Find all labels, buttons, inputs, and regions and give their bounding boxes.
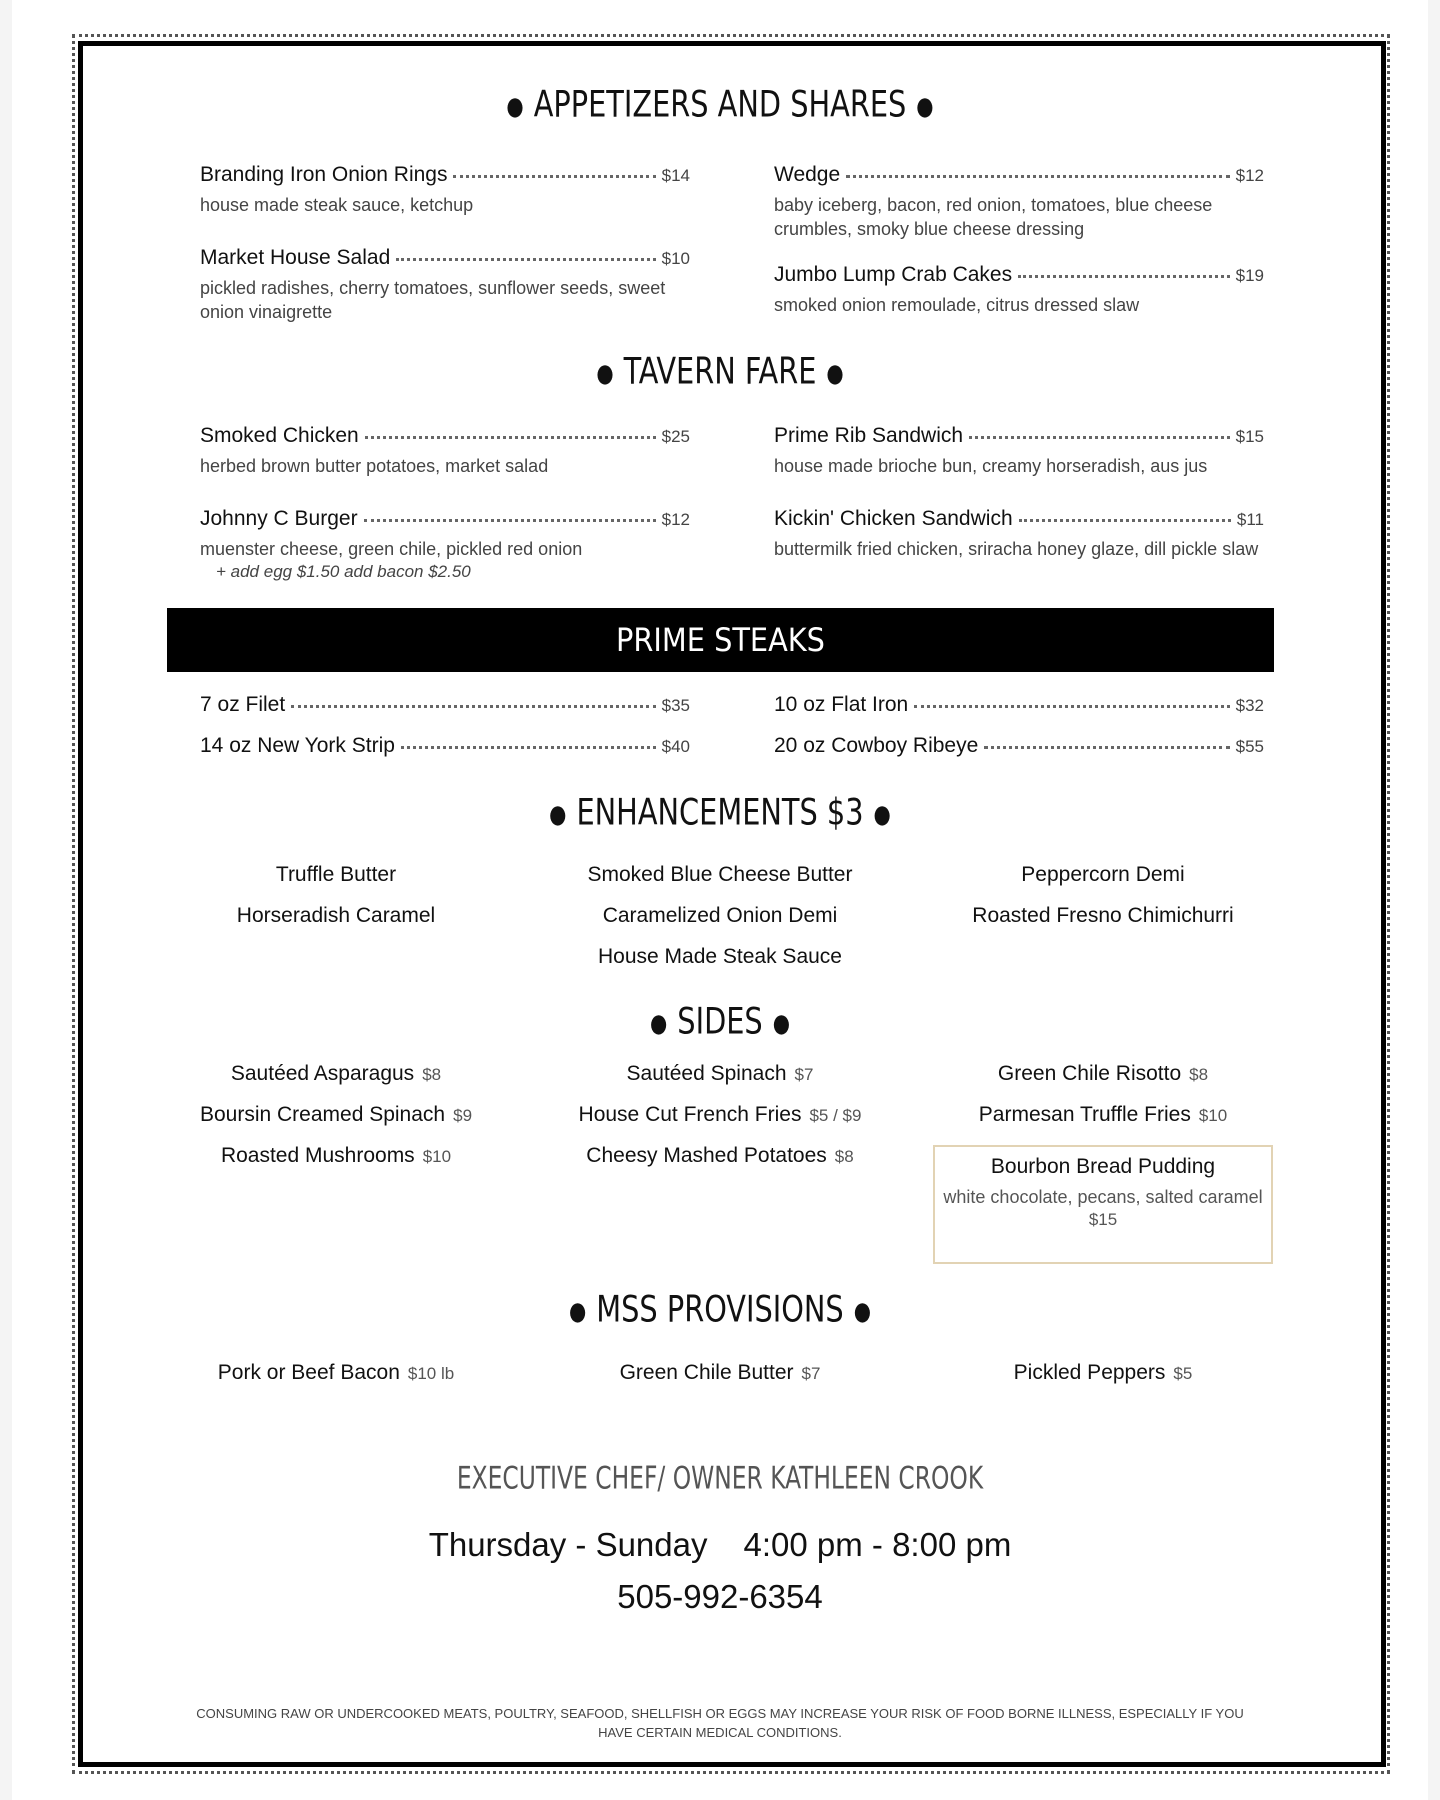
phone-number: 505-992-6354 [617,1578,823,1615]
item-price: $25 [661,427,690,446]
enhancements-column [144,854,528,936]
enhancement-item: Truffle Butter [275,863,397,886]
dot-leader [291,705,655,708]
enhancement-item: Horseradish Caramel [236,904,436,927]
side-item [144,1053,528,1094]
steaks-heading: PRIME STEAKS [616,621,825,659]
item-name: Branding Iron Onion Rings [200,163,448,186]
side-item [911,1053,1295,1094]
side-name: House Cut French Fries [578,1103,802,1126]
side-price: $7 [794,1065,814,1084]
item-addon: + add egg $1.50 add bacon $2.50 [216,562,471,581]
side-price: $10 [422,1147,452,1166]
provision-item [144,1352,528,1393]
enhancement-item: Smoked Blue Cheese Butter [587,863,853,886]
enhancement-item: Roasted Fresno Chimichurri [972,904,1234,927]
provision-name: Pork or Beef Bacon [217,1361,400,1384]
item-price: $35 [661,696,690,715]
menu-item [774,263,1264,317]
side-price: $10 [1198,1106,1228,1125]
open-time: 4:00 pm - 8:00 pm [743,1526,1012,1563]
item-price: $12 [1235,166,1264,185]
featured-dessert-box [933,1145,1273,1264]
side-name: Boursin Creamed Spinach [199,1103,446,1126]
item-price: $12 [661,510,690,529]
menu-item [200,734,690,758]
tavern-heading: ● TAVERN FARE ● [596,349,844,393]
sides-column [144,1053,528,1176]
item-description: house made brioche bun, creamy horseradish, aus jus [774,456,1208,476]
dot-leader [401,746,656,749]
item-name: 14 oz New York Strip [200,734,395,757]
bullet-icon: ● [650,1008,668,1038]
side-item [144,1094,528,1135]
bullet-icon: ● [853,1296,871,1326]
item-price: $40 [661,737,690,756]
dot-leader [846,175,1229,178]
item-name: Market House Salad [200,246,391,269]
dot-leader [365,436,656,439]
provisions-heading: ● MSS PROVISIONS ● [569,1287,871,1331]
featured-name: Bourbon Bread Pudding [990,1155,1216,1178]
provision-price: $10 lb [407,1364,455,1383]
side-item [528,1053,912,1094]
open-days: Thursday - Sunday [428,1526,708,1563]
sides-column [528,1053,912,1176]
provision-name: Green Chile Butter [619,1361,794,1384]
bullet-icon: ● [873,799,891,829]
bullet-icon: ● [549,799,567,829]
bullet-icon: ● [772,1008,790,1038]
dot-leader [396,258,655,261]
featured-description: white chocolate, pecans, salted caramel [943,1187,1263,1207]
side-price: $8 [834,1147,854,1166]
item-price: $10 [661,249,690,268]
enhancement-item: Peppercorn Demi [1021,863,1185,886]
bullet-icon: ● [569,1296,587,1326]
steaks-banner [167,608,1274,672]
item-description: pickled radishes, cherry tomatoes, sunflower seeds, sweet onion vinaigrette [200,278,666,322]
item-description: herbed brown butter potatoes, market salad [200,456,549,476]
item-description: baby iceberg, bacon, red onion, tomatoes, blue cheese crumbles, smoky blue cheese dressing [774,195,1213,239]
item-price: $15 [1235,427,1264,446]
provision-price: $7 [801,1364,821,1383]
enhancement-item: House Made Steak Sauce [598,945,842,968]
side-price: $8 [1189,1065,1209,1084]
bullet-icon: ● [916,91,934,121]
menu-item [200,246,690,324]
item-price: $14 [661,166,690,185]
side-name: Sautéed Asparagus [230,1062,415,1085]
item-price: $19 [1235,266,1264,285]
item-description: house made steak sauce, ketchup [200,195,474,215]
menu-item [774,424,1264,478]
menu-item [774,507,1264,561]
side-item [528,1135,912,1176]
side-price: $5 / $9 [809,1106,862,1125]
item-name: Kickin' Chicken Sandwich [774,507,1013,530]
bullet-icon: ● [826,358,844,388]
dot-leader [1018,275,1230,278]
item-price: $55 [1235,737,1264,756]
item-name: Smoked Chicken [200,424,359,447]
chef-credit: EXECUTIVE CHEF/ OWNER KATHLEEN CROOK [456,1461,984,1497]
enhancements-column [528,854,912,977]
side-name: Parmesan Truffle Fries [978,1103,1191,1126]
item-name: Prime Rib Sandwich [774,424,964,447]
appetizers-heading: ● APPETIZERS AND SHARES ● [506,82,934,126]
menu-item [200,693,690,717]
opening-hours [0,1526,1440,1564]
dot-leader [364,519,656,522]
menu-item [774,693,1264,717]
dot-leader [453,175,655,178]
item-name: 7 oz Filet [200,693,286,716]
side-name: Sautéed Spinach [626,1062,787,1085]
side-name: Green Chile Risotto [997,1062,1182,1085]
side-item [528,1094,912,1135]
bullet-icon: ● [506,91,524,121]
menu-item [774,163,1264,241]
side-name: Roasted Mushrooms [220,1144,415,1167]
featured-price: $15 [1088,1210,1118,1229]
enhancements-heading: ● ENHANCEMENTS $3 ● [549,790,891,834]
provision-item [911,1352,1295,1393]
item-name: Wedge [774,163,841,186]
provision-price: $5 [1173,1364,1193,1383]
menu-item [200,163,690,217]
item-name: Jumbo Lump Crab Cakes [774,263,1013,286]
sides-column [911,1053,1295,1135]
item-description: smoked onion remoulade, citrus dressed slaw [774,295,1140,315]
item-description: muenster cheese, green chile, pickled red onion [200,539,583,559]
provision-name: Pickled Peppers [1013,1361,1166,1384]
side-price: $9 [453,1106,473,1125]
side-name: Cheesy Mashed Potatoes [586,1144,827,1167]
menu-item [774,734,1264,758]
side-price: $8 [422,1065,442,1084]
item-name: Johnny C Burger [200,507,358,530]
item-name: 20 oz Cowboy Ribeye [774,734,979,757]
bullet-icon: ● [596,358,614,388]
dot-leader [1019,519,1231,522]
menu-item [200,507,690,583]
item-price: $32 [1235,696,1264,715]
menu-item [200,424,690,478]
provision-item [528,1352,912,1393]
food-safety-disclaimer: CONSUMING RAW OR UNDERCOOKED MEATS, POULTRY, SEAFOOD, SHELLFISH OR EGGS MAY INCREASE YOUR RISK OF FOOD BORNE ILLNESS, ESPECIALLY IF YOU HAVE CERTAIN MEDICAL CONDITIONS. [196,1706,1244,1740]
sides-heading: ● SIDES ● [650,999,790,1043]
item-description: buttermilk fried chicken, sriracha honey glaze, dill pickle slaw [774,539,1259,559]
item-name: 10 oz Flat Iron [774,693,909,716]
item-price: $11 [1236,510,1264,529]
enhancement-item: Caramelized Onion Demi [602,904,838,927]
enhancements-column [911,854,1295,936]
dot-leader [969,436,1230,439]
side-item [911,1094,1295,1135]
dot-leader [984,746,1229,749]
side-item [144,1135,528,1176]
dot-leader [914,705,1229,708]
